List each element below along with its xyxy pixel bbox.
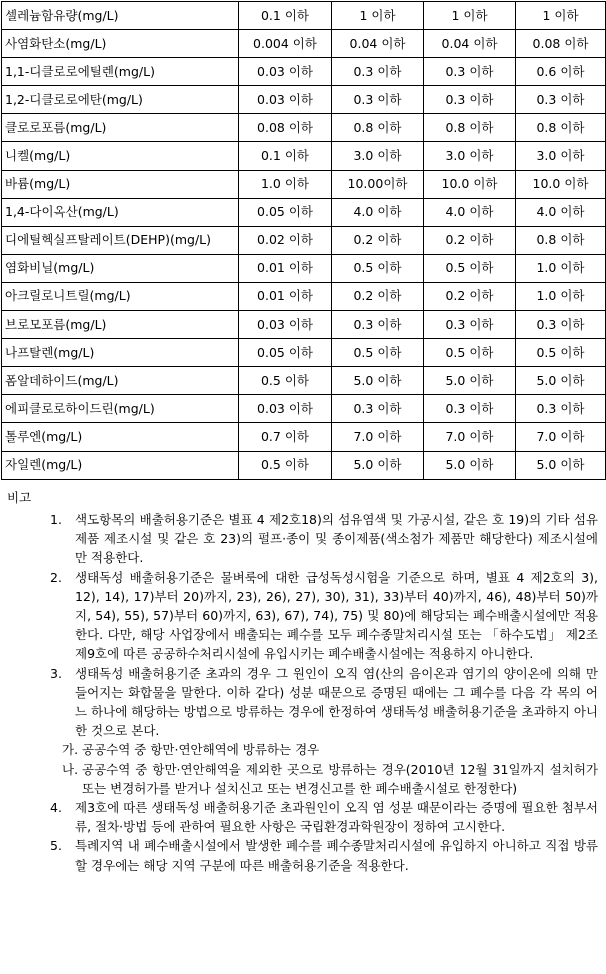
note-subitem [0,760,606,798]
note-item [0,836,606,874]
limit-value-cell: 1 이하 [332,2,424,30]
limit-value-cell: 1 이하 [424,2,516,30]
limit-value-cell: 0.05 이하 [239,198,332,226]
substance-name-cell: 브로모포름(mg/L) [2,311,239,339]
limit-value-cell: 0.3 이하 [332,86,424,114]
limit-value-cell: 0.3 이하 [332,58,424,86]
table-row [2,142,606,170]
note-text: 제3호에 따른 생태독성 배출허용기준 초과원인이 오직 염 성분 때문이라는 증명에 필요한 첨부서류, 절차·방법 등에 관하여 필요한 사항은 국립환경과학원장이 정하여 고시한다. [75,800,598,835]
limit-value-cell: 0.03 이하 [239,395,332,423]
table-row [2,170,606,198]
table-row [2,254,606,282]
limit-value-cell: 0.01 이하 [239,282,332,310]
limit-value-cell: 0.8 이하 [516,226,606,254]
substance-name-cell: 에피클로로하이드린(mg/L) [2,395,239,423]
substance-name-cell: 염화비닐(mg/L) [2,254,239,282]
limit-value-cell: 0.8 이하 [516,114,606,142]
note-item [0,568,606,664]
limit-value-cell: 0.004 이하 [239,30,332,58]
limit-value-cell: 0.6 이하 [516,58,606,86]
limit-value-cell: 0.3 이하 [424,311,516,339]
note-number: 2. [50,569,62,585]
limit-value-cell: 0.3 이하 [516,86,606,114]
note-text: 특례지역 내 폐수배출시설에서 발생한 폐수를 폐수종말처리시설에 유입하지 아니하고 직접 방류할 경우에는 해당 지역 구분에 따른 배출허용기준을 적용한다. [75,838,598,873]
note-subitem [0,740,606,759]
limit-value-cell: 0.7 이하 [239,423,332,451]
limit-value-cell: 3.0 이하 [516,142,606,170]
note-subitem-text: 공공수역 중 항만·연안해역을 제외한 곳으로 방류하는 경우(2010년 12월 31일까지 설치허가 또는 변경허가를 받거나 설치신고 또는 변경신고를 한 폐수배출시설로 한정한다) [82,761,598,796]
limit-value-cell: 4.0 이하 [424,198,516,226]
table-row [2,226,606,254]
table-row [2,30,606,58]
limit-value-cell: 0.08 이하 [516,30,606,58]
limit-value-cell: 7.0 이하 [332,423,424,451]
limit-value-cell: 0.5 이하 [239,367,332,395]
limit-value-cell: 0.01 이하 [239,254,332,282]
limit-value-cell: 1.0 이하 [516,282,606,310]
limit-value-cell: 0.8 이하 [424,114,516,142]
limit-value-cell: 0.5 이하 [516,339,606,367]
table-row [2,451,606,479]
substance-name-cell: 폼알데하이드(mg/L) [2,367,239,395]
table-row [2,282,606,310]
limit-value-cell: 0.3 이하 [516,395,606,423]
limit-value-cell: 0.2 이하 [332,226,424,254]
limit-value-cell: 0.5 이하 [332,339,424,367]
note-number: 3. [50,665,62,681]
limit-value-cell: 5.0 이하 [516,451,606,479]
limit-value-cell: 0.3 이하 [516,311,606,339]
limit-value-cell: 0.3 이하 [424,58,516,86]
table-row [2,367,606,395]
limit-value-cell: 1.0 이하 [516,254,606,282]
note-subitem-number: 가. [62,742,79,758]
limit-value-cell: 1 이하 [516,2,606,30]
limit-value-cell: 5.0 이하 [516,367,606,395]
table-body [2,2,606,480]
substance-name-cell: 바륨(mg/L) [2,170,239,198]
limit-value-cell: 0.2 이하 [332,282,424,310]
note-subitem-number: 나. [62,761,79,777]
limit-value-cell: 0.8 이하 [332,114,424,142]
note-text: 색도항목의 배출허용기준은 별표 4 제2호18)의 섬유염색 및 가공시설, 같은 호 19)의 기타 섬유제품 제조시설 및 같은 호 23)의 펄프·종이 및 종이제품(색소첨가 제품만 해당한다) 제조시설에만 적용한다. [75,512,598,566]
note-number: 4. [50,800,62,816]
limit-value-cell: 0.03 이하 [239,86,332,114]
table-row [2,114,606,142]
substance-name-cell: 셀레늄함유량(mg/L) [2,2,239,30]
note-number: 1. [50,512,62,527]
table-row [2,311,606,339]
limit-value-cell: 5.0 이하 [424,367,516,395]
notes-section [0,488,606,875]
table-row [2,86,606,114]
limit-value-cell: 0.03 이하 [239,58,332,86]
table-row [2,198,606,226]
limit-value-cell: 5.0 이하 [332,451,424,479]
substance-name-cell: 디에틸헥실프탈레이트(DEHP)(mg/L) [2,226,239,254]
limit-value-cell: 4.0 이하 [516,198,606,226]
limit-value-cell: 5.0 이하 [332,367,424,395]
limit-value-cell: 0.2 이하 [424,282,516,310]
substance-name-cell: 사염화탄소(mg/L) [2,30,239,58]
substance-name-cell: 자일렌(mg/L) [2,451,239,479]
emission-limits-table [1,1,606,480]
note-item [0,798,606,836]
limit-value-cell: 0.5 이하 [424,254,516,282]
limit-value-cell: 3.0 이하 [332,142,424,170]
limit-value-cell: 0.1 이하 [239,142,332,170]
substance-name-cell: 1,2-디클로로에탄(mg/L) [2,86,239,114]
note-number: 5. [50,838,62,854]
limit-value-cell: 0.05 이하 [239,339,332,367]
limit-value-cell: 5.0 이하 [424,451,516,479]
substance-name-cell: 나프탈렌(mg/L) [2,339,239,367]
limit-value-cell: 0.02 이하 [239,226,332,254]
table-row [2,423,606,451]
limit-value-cell: 3.0 이하 [424,142,516,170]
substance-name-cell: 톨루엔(mg/L) [2,423,239,451]
substance-name-cell: 니켈(mg/L) [2,142,239,170]
limit-value-cell: 7.0 이하 [424,423,516,451]
limit-value-cell: 7.0 이하 [516,423,606,451]
limit-value-cell: 0.5 이하 [424,339,516,367]
limit-value-cell: 0.5 이하 [332,254,424,282]
substance-name-cell: 클로로포름(mg/L) [2,114,239,142]
limit-value-cell: 10.00이하 [332,170,424,198]
table-row [2,58,606,86]
limit-value-cell: 0.08 이하 [239,114,332,142]
limit-value-cell: 0.04 이하 [332,30,424,58]
limit-value-cell: 4.0 이하 [332,198,424,226]
note-item [0,664,606,741]
note-item [0,510,606,568]
limit-value-cell: 10.0 이하 [516,170,606,198]
limit-value-cell: 0.3 이하 [332,311,424,339]
limit-value-cell: 1.0 이하 [239,170,332,198]
limit-value-cell: 0.2 이하 [424,226,516,254]
note-text: 생태독성 배출허용기준은 물벼룩에 대한 급성독성시험을 기준으로 하며, 별표 4 제2호의 3), 12), 14), 17)부터 20)까지, 23), 26), 27), 30), 31), 33)부터 40)까지, 46), 48)부터 50)까지, 54), 55), 57)부터 60)까지, 63), 67), 74), 75) 및 80)에 해당되는 폐수배출시설에만 적용한다. 다만, 해당 사업장에서 배출되는 폐수를 모두 폐수종말처리시설 또는 「하수도법」 제2조제9호에 따른 공공하수처리시설에 유입시키는 폐수배출시설에는 적용하지 아니한다. [75,569,598,662]
substance-name-cell: 1,1-디클로로에틸렌(mg/L) [2,58,239,86]
limit-value-cell: 0.3 이하 [424,86,516,114]
substance-name-cell: 1,4-다이옥산(mg/L) [2,198,239,226]
table-row [2,339,606,367]
limit-value-cell: 0.3 이하 [424,395,516,423]
table-row [2,395,606,423]
note-subitem-text: 공공수역 중 항만·연안해역에 방류하는 경우 [82,742,320,758]
limit-value-cell: 0.5 이하 [239,451,332,479]
limit-value-cell: 10.0 이하 [424,170,516,198]
limit-value-cell: 0.04 이하 [424,30,516,58]
substance-name-cell: 아크릴로니트릴(mg/L) [2,282,239,310]
limit-value-cell: 0.03 이하 [239,311,332,339]
notes-title: 비고 [7,490,32,505]
limit-value-cell: 0.1 이하 [239,2,332,30]
note-text: 생태독성 배출허용기준 초과의 경우 그 원인이 오직 염(산의 음이온과 염기의 양이온에 의해 만들어지는 화합물을 말한다. 이하 같다) 성분 때문으로 증명된 때에는 그 폐수를 다음 각 목의 어느 하나에 해당하는 방법으로 방류하는 경우에 한정하여 생태독성 배출허용기준을 초과하지 아니한 것으로 본다. [75,665,598,739]
table-row [2,2,606,30]
limit-value-cell: 0.3 이하 [332,395,424,423]
